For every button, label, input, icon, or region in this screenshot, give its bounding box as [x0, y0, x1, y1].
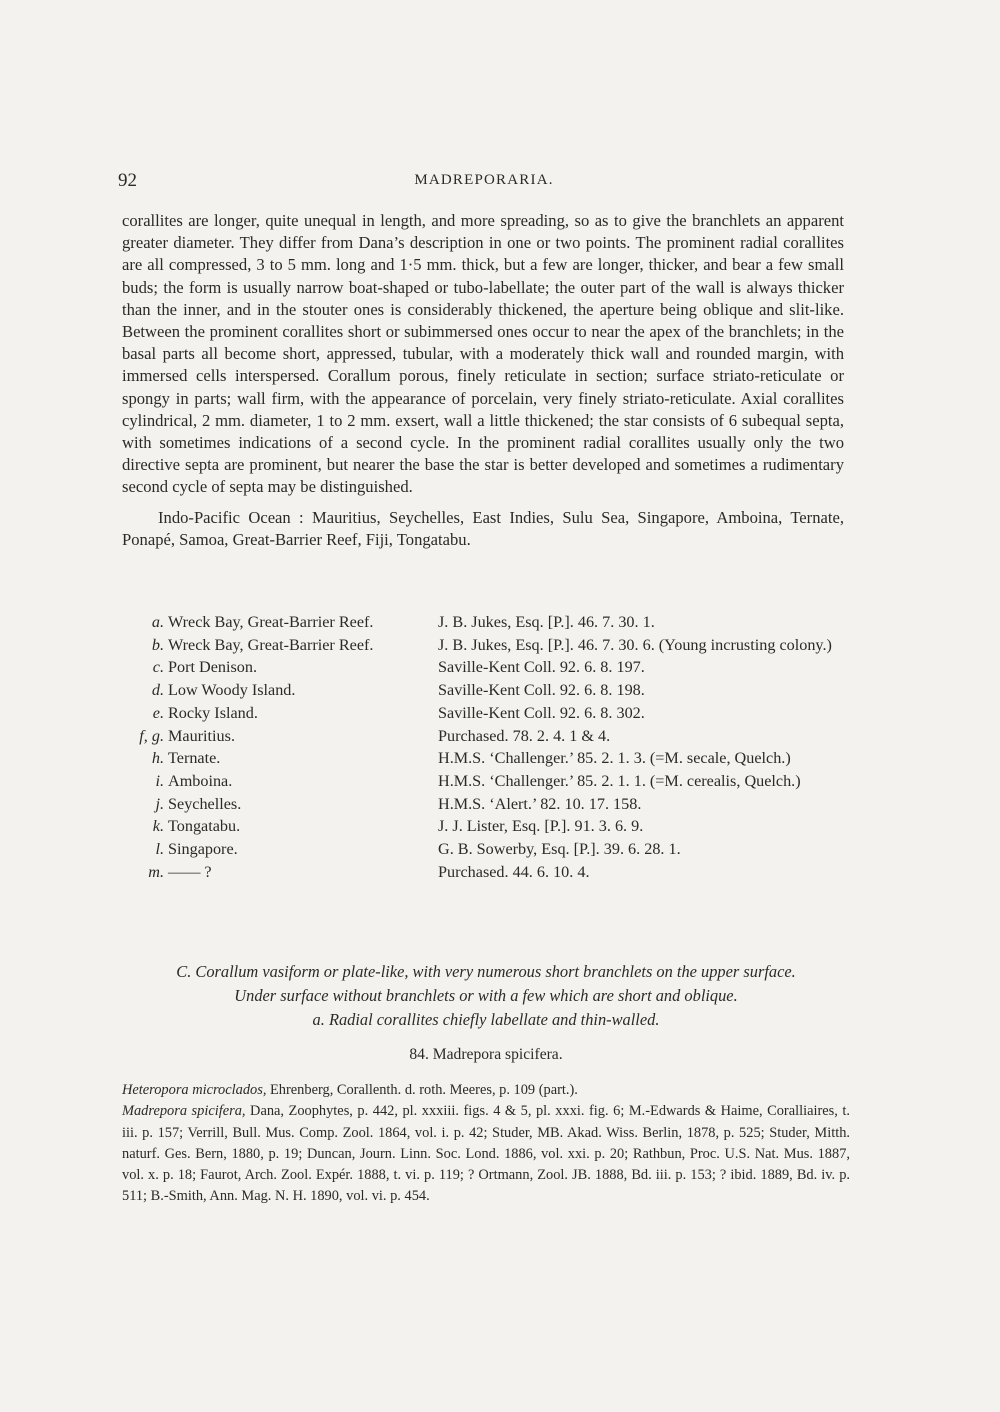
specimen-source: J. B. Jukes, Esq. [P.]. 46. 7. 30. 1.: [438, 613, 655, 631]
specimen-source: Saville-Kent Coll. 92. 6. 8. 198.: [438, 681, 645, 700]
specimen-row: [130, 771, 850, 792]
specimen-locality: Amboina.: [168, 771, 233, 790]
specimen-locality: Low Woody Island.: [168, 681, 296, 700]
specimen-locality: Wreck Bay, Great-Barrier Reef.: [168, 613, 374, 631]
section-line-1: C. Corallum vasiform or plate-like, with very numerous short branchlets on the upper surface.: [176, 962, 796, 981]
specimen-letter: f, g.: [139, 726, 164, 745]
running-title: MADREPORARIA.: [414, 172, 554, 188]
specimen-letter: c.: [152, 658, 164, 677]
specimen-row: [130, 816, 850, 837]
specimen-letter: e.: [152, 703, 164, 722]
specimen-source: Saville-Kent Coll. 92. 6. 8. 197.: [438, 658, 645, 677]
specimen-letter: i.: [155, 771, 164, 790]
specimen-locality: Port Denison.: [168, 658, 258, 677]
specimen-row: [130, 635, 850, 656]
specimen-letter: h.: [151, 749, 164, 768]
description-paragraph: corallites are longer, quite unequal in length, and more spreading, so as to give the branchlets an apparent greater diameter. They differ from Dana’s description in one or two points. The prominent radial corallites are all compressed, 3 to 5 mm. long and 1·5 mm. thick, but a few are longer, thicker, and bear a few small buds; the form is usually narrow boat-shaped or tubo-labellate; the outer part of the wall is always thicker than the inner, and in the stouter ones is considerably thickened, the aperture being oblique and slit-like. Between the prominent corallites short or subimmersed ones occur to near the apex of the branchlets; in the basal parts all become short, appressed, tubular, with a moderately thick wall and rounded margin, with immersed cells interspersed. Corallum porous, finely reticulate in section; surface striato-reticulate or spongy in parts; wall firm, with the appearance of porcelain, very finely striato-reticulate. Axial corallites cylindrical, 2 mm. diameter, 1 to 2 mm. exsert, wall a little thickened; the star consists of 6 subequal septa, with sometimes indications of a second cycle. In the prominent radial corallites usually only the two directive septa are prominent, but nearer the base the star is better developed and sometimes a rudimentary second cycle of septa may be distinguished.: [122, 211, 844, 497]
specimen-letter: l.: [155, 840, 164, 859]
specimen-locality: Seychelles.: [168, 794, 242, 813]
specimen-list: [130, 612, 850, 883]
specimen-locality: Ternate.: [168, 749, 221, 768]
specimen-source: G. B. Sowerby, Esq. [P.]. 39. 6. 28. 1.: [438, 840, 681, 859]
specimen-source: Purchased. 44. 6. 10. 4.: [438, 862, 590, 881]
synonymy-entry: [122, 1101, 850, 1207]
specimen-locality: Mauritius.: [168, 726, 235, 745]
section-heading: [122, 960, 850, 1032]
specimen-source: J. B. Jukes, Esq. [P.]. 46. 7. 30. 6. (Young incrusting colony.): [438, 635, 832, 654]
specimen-row: [130, 680, 850, 701]
synonym-references: Ehrenberg, Corallenth. d. roth. Meeres, p. 109 (part.).: [266, 1082, 578, 1098]
specimen-row: [130, 794, 850, 815]
specimen-source: Saville-Kent Coll. 92. 6. 8. 302.: [438, 703, 645, 722]
specimen-row: [130, 726, 850, 747]
specimen-source: H.M.S. ‘Challenger.’ 85. 2. 1. 3. (=M. secale, Quelch.): [438, 749, 791, 768]
specimen-letter: j.: [155, 794, 164, 813]
specimen-letter: d.: [151, 681, 164, 700]
specimen-locality: Singapore.: [168, 840, 238, 859]
specimen-letter: b.: [151, 635, 164, 654]
synonym-name: Madrepora spicifera,: [122, 1103, 246, 1120]
specimen-row: [130, 862, 850, 883]
specimen-source: J. J. Lister, Esq. [P.]. 91. 3. 6. 9.: [438, 817, 644, 836]
specimen-row: [130, 839, 850, 860]
specimen-source: H.M.S. ‘Alert.’ 82. 10. 17. 158.: [438, 794, 642, 813]
specimen-letter: m.: [148, 862, 164, 881]
specimen-source: H.M.S. ‘Challenger.’ 85. 2. 1. 1. (=M. cerealis, Quelch.): [438, 771, 801, 790]
specimen-row: [130, 612, 850, 633]
specimen-locality: Tongatabu.: [168, 817, 241, 836]
specimen-source: Purchased. 78. 2. 4. 1 & 4.: [438, 726, 611, 745]
specimen-locality: —— ?: [168, 862, 212, 881]
body-text: [122, 210, 844, 551]
species-heading: 84. Madrepora spicifera.: [409, 1046, 563, 1063]
synonym-references: Dana, Zoophytes, p. 442, pl. xxxiii. figs. 4 & 5, pl. xxxi. fig. 6; M.-Edwards & Haime, Coralliaires, t. iii. p. 157; Verrill, Bull. Mus. Comp. Zool. 1864, vol. i. p. 42; Studer, MB. Akad. Wiss. Berlin, 1878, p. 525; Studer, Mitth. naturf. Ges. Bern, 1880, p. 19; Duncan, Journ. Linn. Soc. Lond. 1886, vol. xxi. p. 20; Rathbun, Proc. U.S. Nat. Mus. 1887, vol. x. p. 18; Faurot, Arch. Zool. Expér. 1888, t. vi. p. 119; ? Ortmann, Zool. JB. 1888, Bd. iii. p. 153; ? ibid. 1889, Bd. iv. p. 511; B.-Smith, Ann. Mag. N. H. 1890, vol. vi. p. 454.: [122, 1103, 850, 1205]
distribution-paragraph: Indo-Pacific Ocean : Mauritius, Seychelles, East Indies, Sulu Sea, Singapore, Amboina, Ternate, Ponapé, Samoa, Great-Barrier Reef, Fiji, Tongatabu.: [122, 507, 844, 549]
section-line-3: a. Radial corallites chiefly labellate and thin-walled.: [312, 1010, 660, 1029]
specimen-row: [130, 657, 850, 678]
specimen-row: [130, 748, 850, 769]
specimen-row: [130, 703, 850, 724]
section-line-2: Under surface without branchlets or with a few which are short and oblique.: [234, 986, 738, 1005]
synonymy-list: [122, 1080, 850, 1208]
synonymy-entry: [122, 1080, 850, 1101]
running-head: [118, 170, 850, 196]
specimen-locality: Wreck Bay, Great-Barrier Reef.: [168, 635, 374, 654]
specimen-letter: k.: [152, 817, 164, 836]
specimen-letter: a.: [151, 613, 164, 631]
synonym-name: Heteropora microclados,: [122, 1082, 267, 1098]
page-number: 92: [118, 170, 137, 191]
specimen-locality: Rocky Island.: [168, 703, 258, 722]
